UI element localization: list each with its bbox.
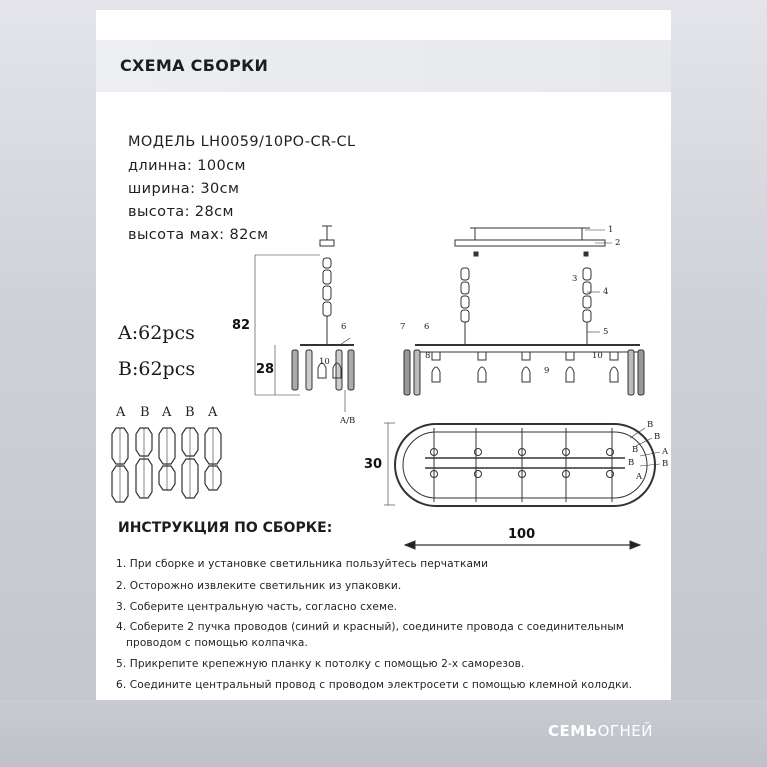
- front-view: [404, 228, 644, 395]
- height-total-label: 82: [232, 318, 251, 333]
- crystal-b-marker: B: [654, 432, 661, 442]
- part-number: 5: [603, 327, 609, 337]
- spec-model: МОДЕЛЬ LH0059/10PO-CR-CL: [128, 134, 356, 150]
- instruction-step: 6. Соедините центральный провод с проводом электросети с помощью клемной колодки.: [116, 679, 633, 691]
- brand-bold: СЕМЬ: [547, 722, 598, 740]
- brand-light: ОГНЕЙ: [597, 722, 653, 740]
- part-number: 9: [544, 366, 550, 376]
- crystal-letter: A: [116, 405, 126, 420]
- crystal-b-marker: B: [662, 459, 669, 469]
- side-view: [255, 226, 354, 412]
- part-number: 1: [608, 225, 614, 235]
- crystal-a-count: A:62pcs: [118, 322, 195, 344]
- length-label: 100: [508, 527, 536, 542]
- part-number: 8: [425, 351, 431, 361]
- crystal-a-marker: A: [662, 447, 669, 457]
- instruction-step: 4. Соберите 2 пучка проводов (синий и красный), соедините провода с соединительным: [116, 621, 624, 633]
- crystal-b-marker: B: [647, 420, 654, 430]
- page-title: СХЕМА СБОРКИ: [120, 56, 269, 75]
- depth-label: 30: [364, 457, 383, 472]
- crystal-letter: A: [162, 405, 172, 420]
- instruction-step-continued: проводом с помощью колпачка.: [126, 637, 308, 649]
- crystal-b-marker: B: [628, 458, 635, 468]
- spec-length: длинна: 100см: [128, 158, 246, 174]
- top-view: [384, 423, 660, 506]
- instruction-step: 3. Соберите центральную часть, согласно схеме.: [116, 601, 398, 613]
- crystal-letter: B: [140, 405, 150, 420]
- part-number: 10: [319, 357, 330, 367]
- crystal-b-marker: B: [632, 445, 639, 455]
- part-number: 6: [424, 322, 430, 332]
- instructions-heading: ИНСТРУКЦИЯ ПО СБОРКЕ:: [118, 520, 333, 536]
- ab-label: A/B: [340, 416, 356, 426]
- crystal-samples: [112, 428, 221, 502]
- crystal-a-marker: A: [636, 472, 643, 482]
- part-number: 2: [615, 238, 621, 248]
- part-number: 4: [603, 287, 609, 297]
- part-number: 10: [592, 351, 603, 361]
- crystal-b-count: B:62pcs: [118, 358, 196, 380]
- spec-height-max: высота мах: 82см: [128, 227, 269, 243]
- part-number: 3: [572, 274, 578, 284]
- part-number: 7: [400, 322, 406, 332]
- height-body-label: 28: [256, 362, 275, 377]
- instruction-step: 2. Осторожно извлеките светильник из упаковки.: [116, 580, 402, 592]
- instruction-step: 1. При сборке и установке светильника пользуйтесь перчатками: [116, 558, 489, 570]
- part-number: 6: [341, 322, 347, 332]
- length-dimension: [405, 541, 640, 549]
- brand-logo: [548, 722, 653, 740]
- spec-height: высота: 28см: [128, 204, 234, 220]
- crystal-letter: A: [208, 405, 218, 420]
- spec-width: ширина: 30см: [128, 181, 240, 197]
- crystal-letter: B: [185, 405, 195, 420]
- instruction-step: 5. Прикрепите крепежную планку к потолку с помощью 2-х саморезов.: [116, 658, 525, 670]
